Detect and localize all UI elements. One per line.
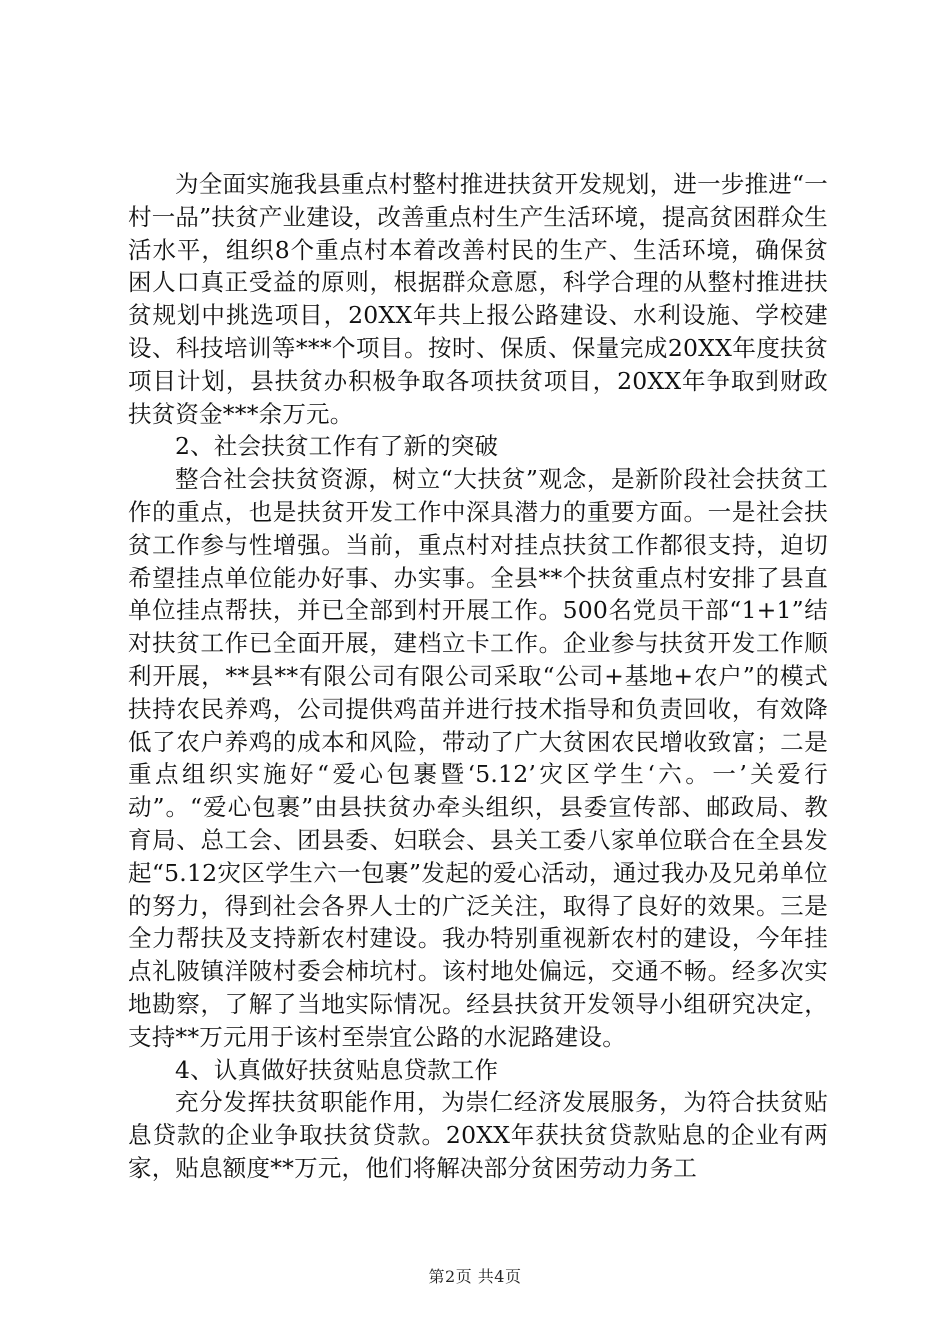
paragraph-loans: 充分发挥扶贫职能作用，为崇仁经济发展服务，为符合扶贫贴息贷款的企业争取扶贫贷款。20XX年获扶贫贷款贴息的企业有两家，贴息额度**万元，他们将解决部分贫困劳动力务工: [128, 1088, 828, 1182]
paragraph-poverty-projects: 为全面实施我县重点村整村推进扶贫开发规划，进一步推进“一村一品”扶贫产业建设，改善重点村生产生活环境，提高贫困群众生活水平，组织8个重点村本着改善村民的生产、生活环境，确保贫困人口真正受益的原则，根据群众意愿，科学合理的从整村推进扶贫规划中挑选项目，20XX年共上报公路建设、水利设施、学校建设、科技培训等***个项目。按时、保质、保量完成20XX年度扶贫项目计划，县扶贫办积极争取各项扶贫项目，20XX年争取到财政扶贫资金***余万元。: [128, 170, 828, 428]
paragraph-social-poverty: 整合社会扶贫资源，树立“大扶贫”观念，是新阶段社会扶贫工作的重点，也是扶贫开发工作中深具潜力的重要方面。一是社会扶贫工作参与性增强。当前，重点村对挂点扶贫工作都很支持，迫切希望挂点单位能办好事、办实事。全县**个扶贫重点村安排了县直单位挂点帮扶，并已全部到村开展工作。500名党员干部“1+1”结对扶贫工作已全面开展，建档立卡工作。企业参与扶贫开发工作顺利开展，**县**有限公司有限公司采取“公司+基地+农户”的模式扶持农民养鸡，公司提供鸡苗并进行技术指导和负责回收，有效降低了农户养鸡的成本和风险，带动了广大贫困农民增收致富；二是重点组织实施好“爱心包裹暨‘5.12’灾区学生‘六。一’关爱行动”。“爱心包裹”由县扶贫办牵头组织，县委宣传部、邮政局、教育局、总工会、团县委、妇联会、县关工委八家单位联合在全县发起“5.12灾区学生六一包裹”发起的爱心活动，通过我办及兄弟单位的努力，得到社会各界人士的广泛关注，取得了良好的效果。三是全力帮扶及支持新农村建设。我办特别重视新农村的建设，今年挂点礼陂镇洋陂村委会柿坑村。该村地处偏远，交通不畅。经多次实地勘察，了解了当地实际情况。经县扶贫开发领导小组研究决定，支持**万元用于该村至崇宜公路的水泥路建设。: [128, 465, 828, 1051]
section-heading-loans: 4、认真做好扶贫贴息贷款工作: [175, 1055, 499, 1084]
document-body: [128, 168, 828, 1185]
section-heading-social-poverty: 2、社会扶贫工作有了新的突破: [175, 432, 499, 461]
page-footer: 第2页 共4页: [428, 1267, 522, 1286]
